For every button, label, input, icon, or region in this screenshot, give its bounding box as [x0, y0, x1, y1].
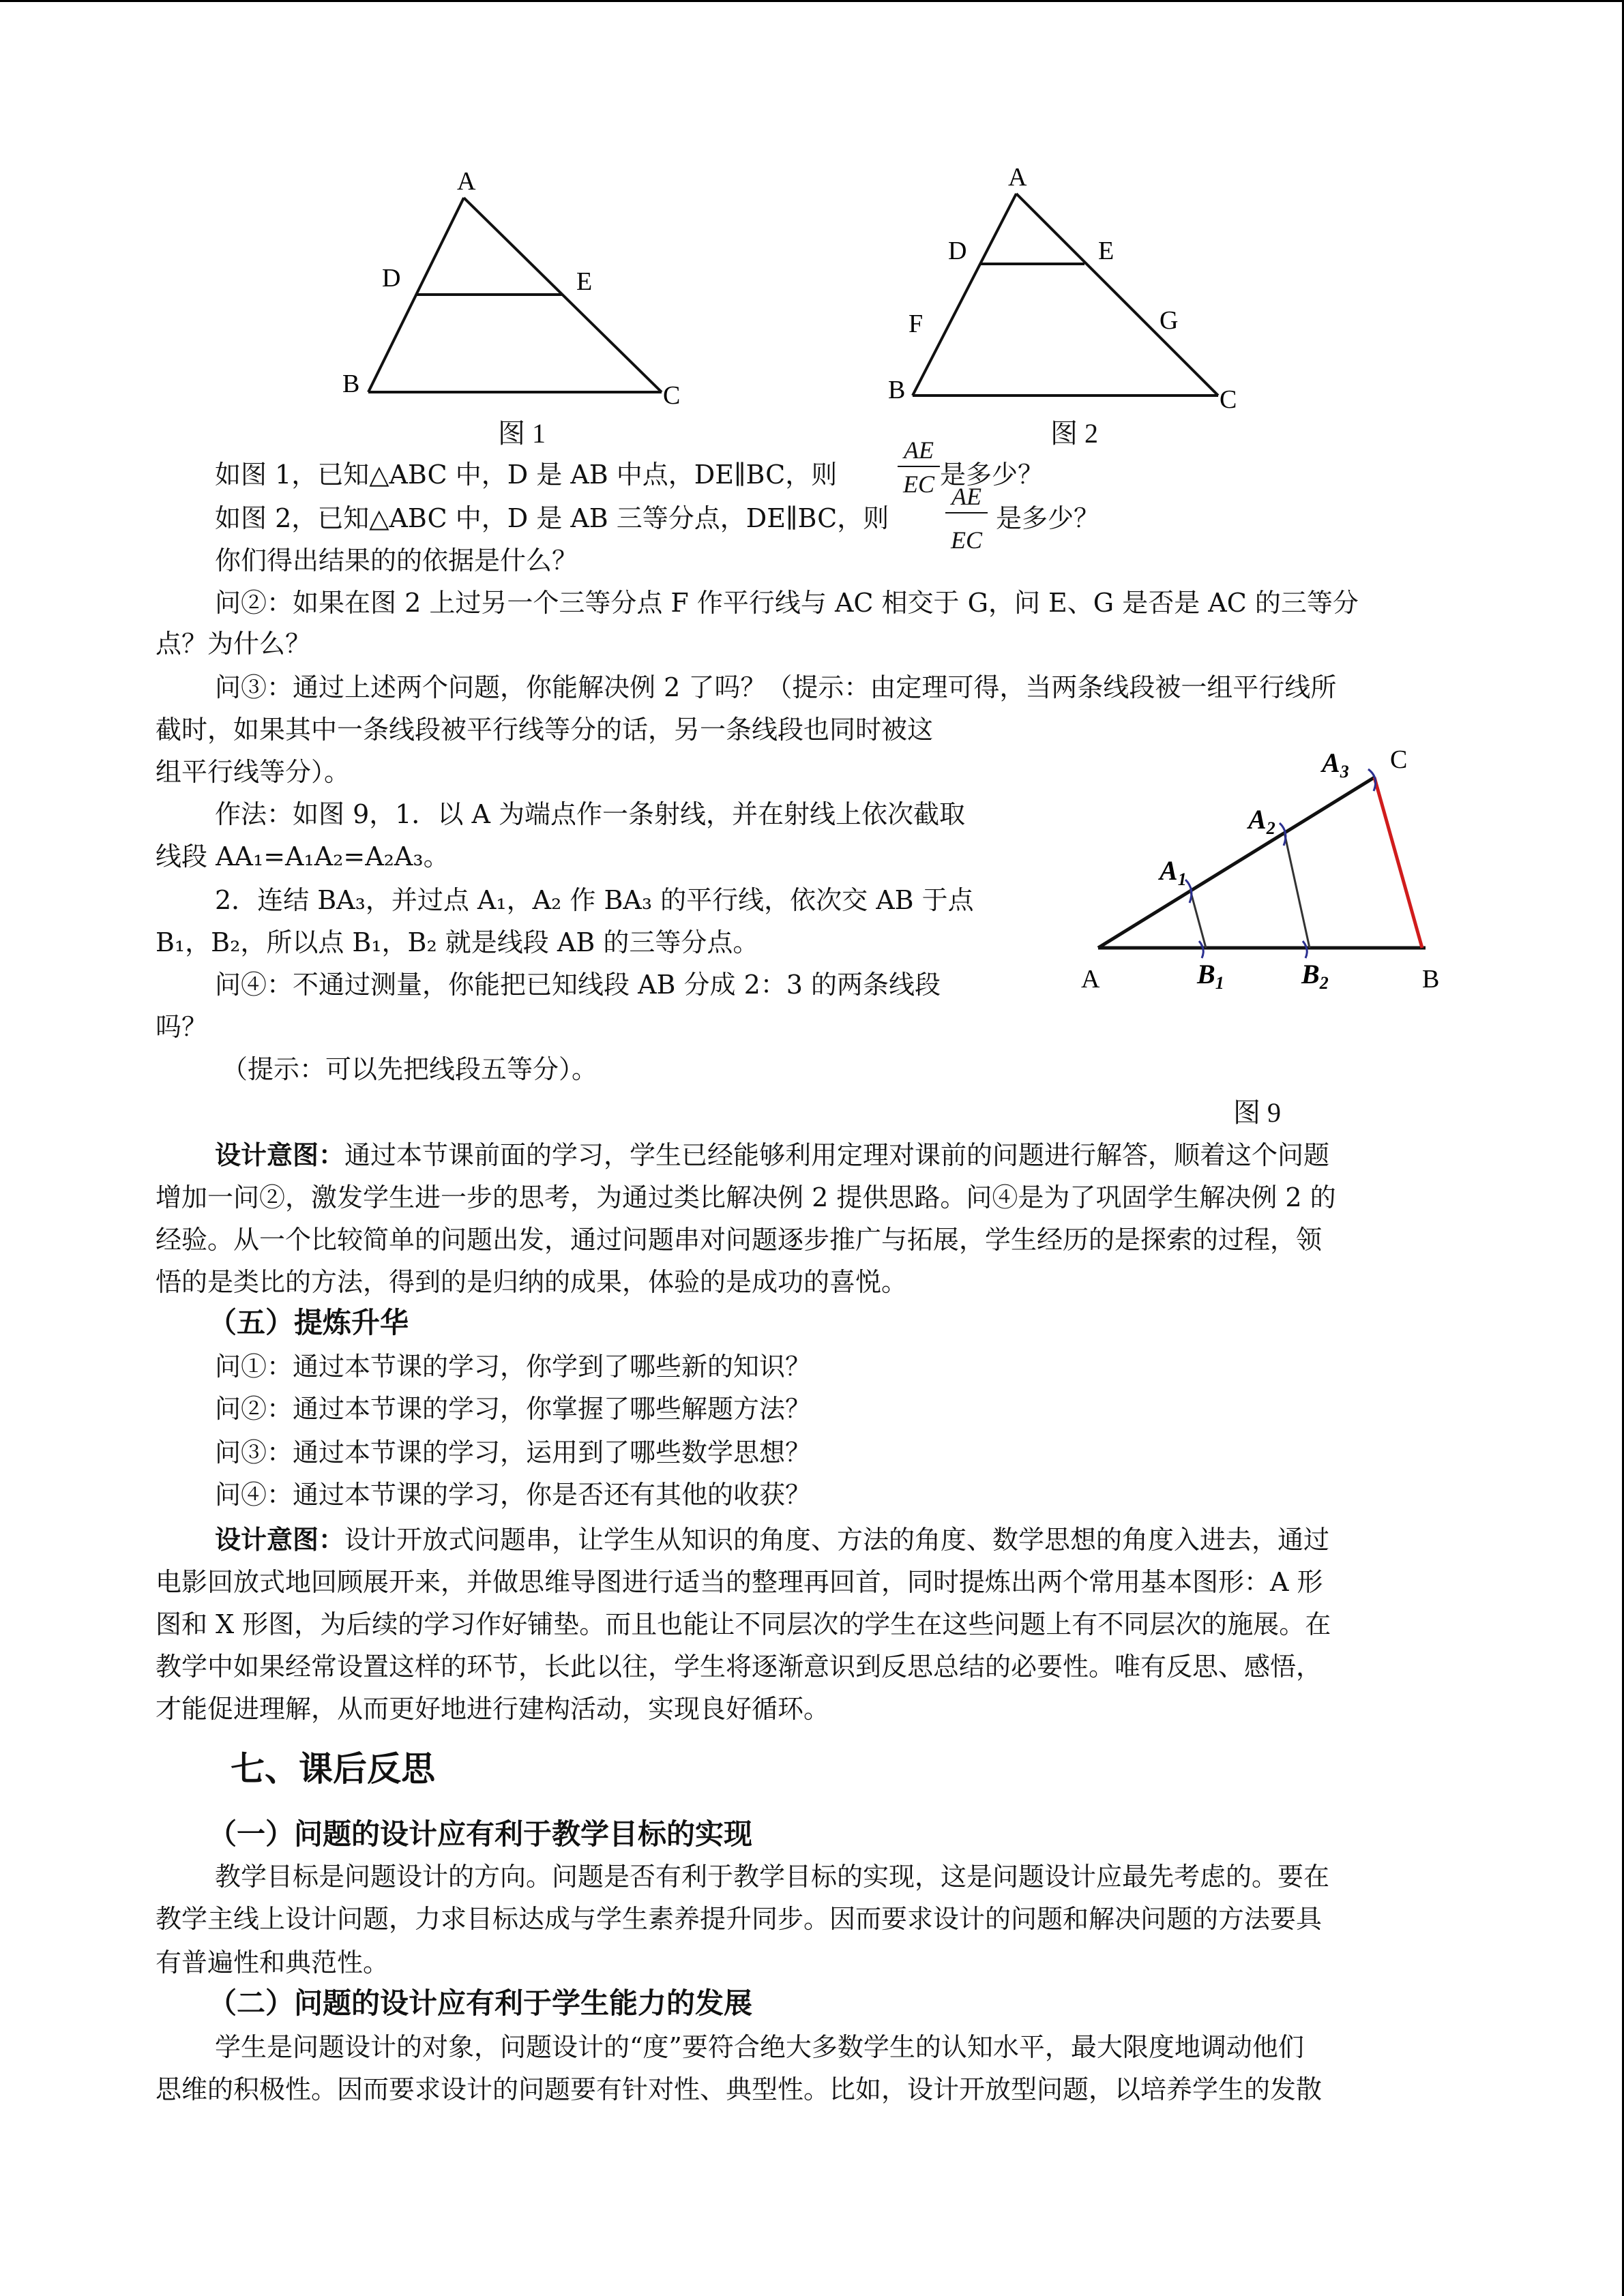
- text-line-5a: 问③：通过上述两个问题，你能解决例 2 了吗？（提示：由定理可得，当两条线段被一组平行线所: [215, 672, 1337, 702]
- fig2-label-g: G: [1160, 306, 1179, 335]
- fig1-label-c: C: [663, 381, 681, 410]
- subsection-7-1-heading: （一）问题的设计应有利于教学目标的实现: [208, 1817, 753, 1851]
- figure-2-caption: 图 2: [1050, 418, 1098, 449]
- fig9-label-a2: $A_2$: [1248, 804, 1275, 838]
- design-intent-1-first-line: [215, 1139, 1329, 1172]
- fraction-2-denominator: EC: [950, 526, 982, 554]
- fig2-label-b: B: [888, 376, 906, 404]
- fraction-1-numerator: AE: [904, 436, 934, 464]
- fig9-label-a3: $A_3$: [1322, 747, 1349, 781]
- fig2-label-a: A: [1008, 163, 1027, 192]
- fig9-label-c: C: [1390, 745, 1408, 774]
- text-line-8a: 问④：不通过测量，你能把已知线段 AB 分成 2：3 的两条线段: [215, 970, 941, 1000]
- text-line-8b: 吗？: [156, 1012, 208, 1042]
- design-intent-1-text: 通过本节课前面的学习，学生已经能够利用定理对课前的问题进行解答，顺着这个问题: [344, 1140, 1330, 1170]
- text-line-9: （提示：可以先把线段五等分）。: [222, 1054, 598, 1084]
- design-intent-2-text: 设计开放式问题串，让学生从知识的角度、方法的角度、数学思想的角度入进去，通过: [344, 1525, 1330, 1555]
- figure-9-caption: 图 9: [1233, 1097, 1281, 1128]
- text-line-4b: 点？为什么？: [156, 629, 312, 659]
- text-line-5c: 组平行线等分）。: [156, 757, 351, 787]
- figure-2-triangle: [880, 158, 1262, 417]
- design-intent-2-line-d: 教学中如果经常设置这样的环节，长此以往，学生将逐渐意识到反思总结的必要性。唯有反思、感悟，: [156, 1652, 1323, 1682]
- reflection-1-line-b: 教学主线上设计问题，力求目标达成与学生素养提升同步。因而要求设计的问题和解决问题的方法要具: [156, 1904, 1323, 1934]
- design-intent-1-line-c: 经验。从一个比较简单的问题出发，通过问题串对问题逐步推广与拓展，学生经历的是探索的过程，领: [156, 1225, 1323, 1255]
- question-4: 问④：通过本节课的学习，你是否还有其他的收获？: [215, 1480, 812, 1510]
- design-intent-2-line-b: 电影回放式地回顾展开来，并做思维导图进行适当的整理再回首，同时提炼出两个常用基本图形：A 形: [156, 1567, 1323, 1597]
- fraction-1-bar: [898, 466, 940, 467]
- text-line-2b: 是多少？: [996, 503, 1100, 533]
- text-line-1b: 是多少？: [940, 460, 1044, 490]
- design-intent-1-line-b: 增加一问②，激发学生进一步的思考，为通过类比解决例 2 提供思路。问④是为了巩固学生解决例 2 的: [156, 1182, 1336, 1212]
- text-line-6b: 线段 AA₁=A₁A₂=A₂A₃。: [156, 841, 449, 871]
- text-line-3: 你们得出结果的的依据是什么？: [215, 546, 578, 576]
- reflection-2-line-a: 学生是问题设计的对象，问题设计的“度”要符合绝大多数学生的认知水平，最大限度地调动他们: [215, 2032, 1304, 2062]
- figure-1-triangle: [327, 164, 709, 423]
- design-intent-1-line-d: 悟的是类比的方法，得到的是归纳的成果，体验的是成功的喜悦。: [156, 1267, 908, 1297]
- fig9-label-a: A: [1081, 965, 1100, 994]
- reflection-2-line-b: 思维的积极性。因而要求设计的问题要有针对性、典型性。比如，设计开放型问题，以培养学生的发散: [156, 2074, 1323, 2104]
- section-5-heading: （五）提炼升华: [208, 1306, 409, 1339]
- text-line-6a: 作法：如图 9，1．以 A 为端点作一条射线，并在射线上依次截取: [215, 799, 966, 829]
- design-intent-2-line-e: 才能促进理解，从而更好地进行建构活动，实现良好循环。: [156, 1694, 830, 1724]
- fig1-label-b: B: [342, 370, 360, 398]
- fig1-label-d: D: [382, 264, 401, 293]
- fraction-2-bar: [945, 512, 988, 513]
- fig2-label-d: D: [948, 237, 967, 265]
- text-line-4a: 问②：如果在图 2 上过另一个三等分点 F 作平行线与 AC 相交于 G，问 E、G 是否是 AC 的三等分: [215, 588, 1359, 618]
- design-intent-2-line-c: 图和 X 形图，为后续的学习作好铺垫。而且也能让不同层次的学生在这些问题上有不同层次的施展。在: [156, 1609, 1331, 1639]
- fraction-2-numerator: AE: [951, 483, 981, 510]
- fig9-label-b2: $B_2$: [1301, 959, 1329, 993]
- section-7-heading: 七、课后反思: [231, 1748, 435, 1789]
- question-2: 问②：通过本节课的学习，你掌握了哪些解题方法？: [215, 1394, 812, 1424]
- reflection-1-line-a: 教学目标是问题设计的方向。问题是否有利于教学目标的实现，这是问题设计应最先考虑的。要在: [215, 1862, 1330, 1892]
- top-border: [0, 0, 1624, 2]
- question-3: 问③：通过本节课的学习，运用到了哪些数学思想？: [215, 1437, 812, 1467]
- text-line-5b: 截时，如果其中一条线段被平行线等分的话，另一条线段也同时被这: [156, 715, 934, 745]
- design-intent-1-label: 设计意图：: [215, 1139, 345, 1170]
- fig1-label-e: E: [576, 267, 593, 296]
- subsection-7-2-heading: （二）问题的设计应有利于学生能力的发展: [208, 1986, 753, 2020]
- fig9-label-b: B: [1422, 965, 1440, 994]
- text-line-2a: 如图 2，已知△ABC 中，D 是 AB 三等分点，DE∥BC，则: [215, 503, 889, 533]
- fig2-label-c: C: [1220, 385, 1237, 414]
- fig2-label-e: E: [1098, 237, 1114, 265]
- text-line-1a: 如图 1，已知△ABC 中，D 是 AB 中点，DE∥BC，则: [215, 460, 838, 490]
- fig9-label-a1: $A_1$: [1160, 855, 1187, 889]
- fraction-1-denominator: EC: [902, 471, 934, 498]
- text-line-7a: 2．连结 BA₃，并过点 A₁，A₂ 作 BA₃ 的平行线，依次交 AB 于点: [215, 885, 974, 915]
- fig2-label-f: F: [909, 310, 924, 338]
- question-1: 问①：通过本节课的学习，你学到了哪些新的知识？: [215, 1352, 812, 1382]
- design-intent-2-label: 设计意图：: [215, 1524, 345, 1555]
- fig1-label-a: A: [457, 167, 476, 196]
- reflection-1-line-c: 有普遍性和典范性。: [156, 1948, 389, 1978]
- design-intent-2-first-line: [215, 1523, 1329, 1556]
- text-line-7b: B₁，B₂，所以点 B₁，B₂ 就是线段 AB 的三等分点。: [156, 927, 759, 957]
- figure-1-caption: 图 1: [498, 418, 546, 449]
- fig9-label-b1: $B_1$: [1197, 959, 1224, 993]
- figure-9-construction: [1064, 743, 1460, 1002]
